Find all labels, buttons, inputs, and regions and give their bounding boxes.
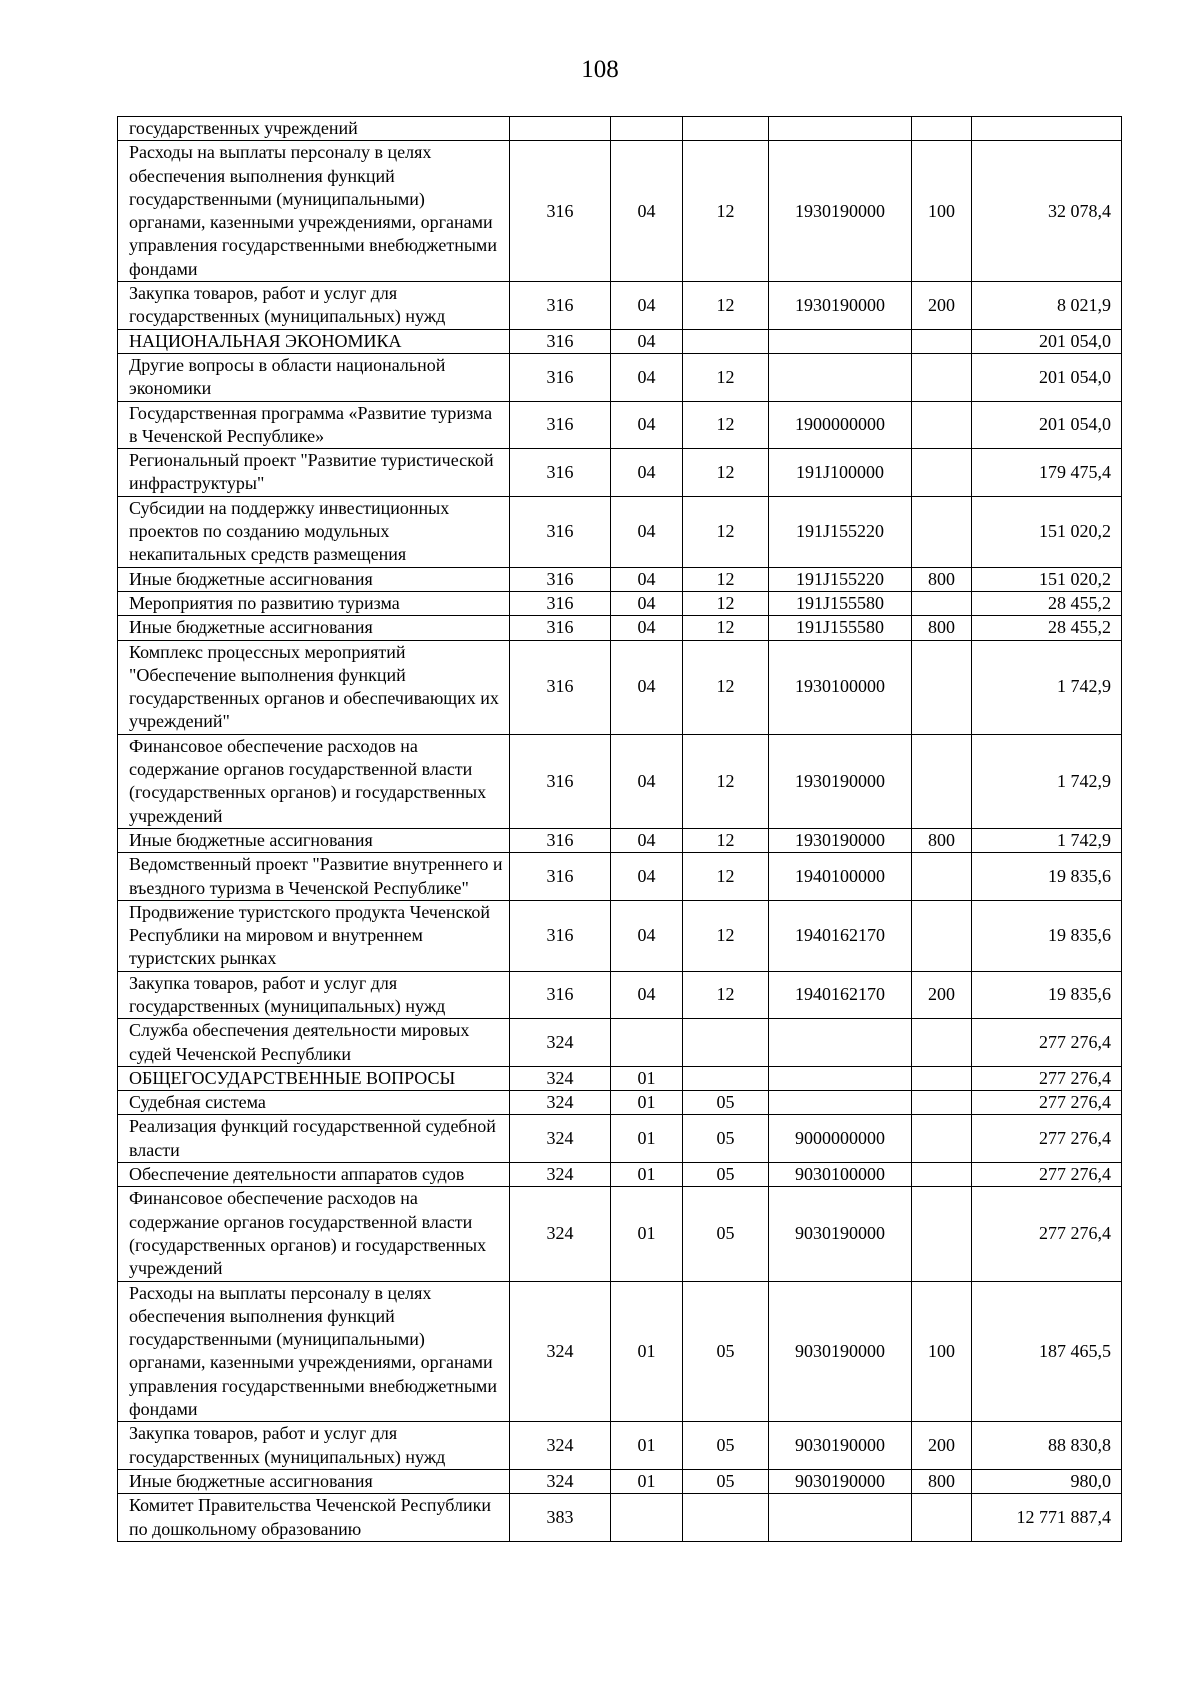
row-sum-cell: 12 771 887,4: [972, 1494, 1122, 1542]
row-ved-cell: 316: [510, 353, 611, 401]
row-ved-cell: 316: [510, 141, 611, 282]
row-name-cell: Финансовое обеспечение расходов на содержание органов государственной власти (государственных органов) и государственных учреждений: [118, 734, 510, 828]
row-sum-cell: 201 054,0: [972, 401, 1122, 449]
row-csr-cell: 1940162170: [769, 900, 912, 971]
row-csr-cell: [769, 1066, 912, 1090]
row-csr-cell: 1930190000: [769, 141, 912, 282]
row-pr-cell: 12: [683, 282, 769, 330]
row-csr-cell: 9030190000: [769, 1422, 912, 1470]
row-rz-cell: 01: [611, 1115, 683, 1163]
row-sum-cell: 19 835,6: [972, 900, 1122, 971]
row-vr-cell: 800: [912, 567, 972, 591]
row-ved-cell: 316: [510, 828, 611, 852]
row-csr-cell: 9030190000: [769, 1281, 912, 1422]
row-pr-cell: [683, 1019, 769, 1067]
row-vr-cell: [912, 1066, 972, 1090]
row-sum-cell: 151 020,2: [972, 567, 1122, 591]
row-pr-cell: 12: [683, 828, 769, 852]
row-pr-cell: [683, 1494, 769, 1542]
row-csr-cell: 9000000000: [769, 1115, 912, 1163]
row-csr-cell: 191J155220: [769, 567, 912, 591]
row-sum-cell: 277 276,4: [972, 1115, 1122, 1163]
table-row: [118, 1469, 1122, 1493]
row-sum-cell: 28 455,2: [972, 591, 1122, 615]
table-row: [118, 1019, 1122, 1067]
row-vr-cell: [912, 1187, 972, 1281]
row-csr-cell: 1940162170: [769, 971, 912, 1019]
row-ved-cell: 324: [510, 1066, 611, 1090]
row-ved-cell: 316: [510, 853, 611, 901]
row-rz-cell: 04: [611, 282, 683, 330]
table-row: [118, 282, 1122, 330]
row-ved-cell: 316: [510, 591, 611, 615]
row-vr-cell: [912, 1494, 972, 1542]
table-row: [118, 853, 1122, 901]
table-row: [118, 616, 1122, 640]
row-rz-cell: [611, 1494, 683, 1542]
row-rz-cell: [611, 1019, 683, 1067]
table-row: [118, 828, 1122, 852]
row-csr-cell: [769, 329, 912, 353]
row-sum-cell: 187 465,5: [972, 1281, 1122, 1422]
row-vr-cell: [912, 853, 972, 901]
row-vr-cell: 100: [912, 1281, 972, 1422]
row-name-cell: Мероприятия по развитию туризма: [118, 591, 510, 615]
row-csr-cell: 191J155220: [769, 496, 912, 567]
row-vr-cell: [912, 1019, 972, 1067]
row-csr-cell: [769, 1019, 912, 1067]
row-sum-cell: 277 276,4: [972, 1187, 1122, 1281]
row-vr-cell: 200: [912, 971, 972, 1019]
row-csr-cell: 1930100000: [769, 640, 912, 734]
table-row: [118, 640, 1122, 734]
row-rz-cell: 01: [611, 1187, 683, 1281]
row-csr-cell: 1930190000: [769, 828, 912, 852]
row-vr-cell: [912, 734, 972, 828]
row-pr-cell: 05: [683, 1281, 769, 1422]
row-name-cell: Расходы на выплаты персоналу в целях обеспечения выполнения функций государственными (муниципальными) органами, казенными учреждениями, органами управления государственными внебюджетными фондами: [118, 1281, 510, 1422]
row-ved-cell: 316: [510, 282, 611, 330]
row-vr-cell: [912, 640, 972, 734]
row-ved-cell: 316: [510, 496, 611, 567]
row-csr-cell: 191J100000: [769, 449, 912, 497]
row-vr-cell: 200: [912, 1422, 972, 1470]
row-pr-cell: 12: [683, 353, 769, 401]
row-name-cell: Закупка товаров, работ и услуг для государственных (муниципальных) нужд: [118, 971, 510, 1019]
row-rz-cell: 04: [611, 353, 683, 401]
row-name-cell: Комплекс процессных мероприятий "Обеспечение выполнения функций государственных органов и обеспечивающих их учреждений": [118, 640, 510, 734]
row-name-cell: НАЦИОНАЛЬНАЯ ЭКОНОМИКА: [118, 329, 510, 353]
row-name-cell: государственных учреждений: [118, 117, 510, 141]
row-sum-cell: 1 742,9: [972, 828, 1122, 852]
row-pr-cell: 12: [683, 567, 769, 591]
table-row: [118, 734, 1122, 828]
row-sum-cell: 151 020,2: [972, 496, 1122, 567]
row-pr-cell: 05: [683, 1187, 769, 1281]
row-pr-cell: 05: [683, 1422, 769, 1470]
row-pr-cell: 12: [683, 449, 769, 497]
row-sum-cell: 88 830,8: [972, 1422, 1122, 1470]
table-row: [118, 141, 1122, 282]
row-sum-cell: 277 276,4: [972, 1091, 1122, 1115]
row-name-cell: Расходы на выплаты персоналу в целях обеспечения выполнения функций государственными (муниципальными) органами, казенными учреждениями, органами управления государственными внебюджетными фондами: [118, 141, 510, 282]
row-csr-cell: 1930190000: [769, 282, 912, 330]
row-pr-cell: 12: [683, 496, 769, 567]
row-rz-cell: 04: [611, 616, 683, 640]
row-ved-cell: 324: [510, 1163, 611, 1187]
row-name-cell: Иные бюджетные ассигнования: [118, 1469, 510, 1493]
row-rz-cell: 04: [611, 734, 683, 828]
row-ved-cell: 316: [510, 734, 611, 828]
row-ved-cell: 316: [510, 449, 611, 497]
row-rz-cell: 01: [611, 1469, 683, 1493]
row-pr-cell: 12: [683, 971, 769, 1019]
row-rz-cell: 04: [611, 828, 683, 852]
budget-table: [117, 116, 1122, 1542]
row-name-cell: Региональный проект "Развитие туристической инфраструктуры": [118, 449, 510, 497]
row-name-cell: Закупка товаров, работ и услуг для государственных (муниципальных) нужд: [118, 282, 510, 330]
row-rz-cell: 04: [611, 141, 683, 282]
row-ved-cell: 324: [510, 1422, 611, 1470]
row-ved-cell: 316: [510, 640, 611, 734]
row-csr-cell: 9030190000: [769, 1187, 912, 1281]
table-row: [118, 1281, 1122, 1422]
row-vr-cell: [912, 1163, 972, 1187]
row-rz-cell: 04: [611, 640, 683, 734]
row-ved-cell: 316: [510, 971, 611, 1019]
row-rz-cell: 04: [611, 591, 683, 615]
table-row: [118, 1422, 1122, 1470]
row-rz-cell: 01: [611, 1163, 683, 1187]
row-pr-cell: 12: [683, 616, 769, 640]
row-sum-cell: 19 835,6: [972, 853, 1122, 901]
row-rz-cell: 04: [611, 329, 683, 353]
row-rz-cell: 04: [611, 401, 683, 449]
row-vr-cell: [912, 900, 972, 971]
row-vr-cell: [912, 1091, 972, 1115]
row-csr-cell: 1940100000: [769, 853, 912, 901]
row-ved-cell: 383: [510, 1494, 611, 1542]
budget-table-body: [118, 117, 1122, 1542]
row-rz-cell: 04: [611, 449, 683, 497]
row-name-cell: Другие вопросы в области национальной экономики: [118, 353, 510, 401]
row-pr-cell: 12: [683, 401, 769, 449]
row-pr-cell: 12: [683, 900, 769, 971]
row-ved-cell: 316: [510, 329, 611, 353]
row-sum-cell: 980,0: [972, 1469, 1122, 1493]
row-name-cell: Обеспечение деятельности аппаратов судов: [118, 1163, 510, 1187]
table-row: [118, 401, 1122, 449]
row-sum-cell: 28 455,2: [972, 616, 1122, 640]
row-pr-cell: 05: [683, 1091, 769, 1115]
row-ved-cell: [510, 117, 611, 141]
row-name-cell: Служба обеспечения деятельности мировых судей Чеченской Республики: [118, 1019, 510, 1067]
table-row: [118, 449, 1122, 497]
row-vr-cell: [912, 329, 972, 353]
row-vr-cell: 800: [912, 616, 972, 640]
row-name-cell: ОБЩЕГОСУДАРСТВЕННЫЕ ВОПРОСЫ: [118, 1066, 510, 1090]
row-sum-cell: [972, 117, 1122, 141]
table-row: [118, 496, 1122, 567]
row-csr-cell: [769, 1091, 912, 1115]
row-pr-cell: [683, 117, 769, 141]
row-rz-cell: 01: [611, 1066, 683, 1090]
row-rz-cell: 01: [611, 1281, 683, 1422]
row-vr-cell: [912, 401, 972, 449]
row-vr-cell: 100: [912, 141, 972, 282]
row-csr-cell: 191J155580: [769, 591, 912, 615]
row-csr-cell: 1930190000: [769, 734, 912, 828]
row-ved-cell: 324: [510, 1115, 611, 1163]
row-pr-cell: 12: [683, 640, 769, 734]
row-name-cell: Комитет Правительства Чеченской Республики по дошкольному образованию: [118, 1494, 510, 1542]
row-pr-cell: 12: [683, 591, 769, 615]
row-vr-cell: [912, 117, 972, 141]
row-pr-cell: 12: [683, 141, 769, 282]
row-csr-cell: 9030100000: [769, 1163, 912, 1187]
row-rz-cell: 04: [611, 853, 683, 901]
row-pr-cell: 05: [683, 1469, 769, 1493]
row-rz-cell: 04: [611, 567, 683, 591]
row-csr-cell: [769, 353, 912, 401]
row-vr-cell: [912, 591, 972, 615]
row-rz-cell: 01: [611, 1091, 683, 1115]
row-ved-cell: 324: [510, 1091, 611, 1115]
row-name-cell: Финансовое обеспечение расходов на содержание органов государственной власти (государственных органов) и государственных учреждений: [118, 1187, 510, 1281]
row-pr-cell: [683, 329, 769, 353]
table-row: [118, 329, 1122, 353]
row-ved-cell: 316: [510, 900, 611, 971]
row-rz-cell: 04: [611, 900, 683, 971]
row-ved-cell: 324: [510, 1019, 611, 1067]
row-csr-cell: 9030190000: [769, 1469, 912, 1493]
row-vr-cell: [912, 1115, 972, 1163]
row-name-cell: Иные бюджетные ассигнования: [118, 828, 510, 852]
row-name-cell: Иные бюджетные ассигнования: [118, 567, 510, 591]
row-vr-cell: [912, 496, 972, 567]
row-csr-cell: [769, 117, 912, 141]
row-name-cell: Ведомственный проект "Развитие внутреннего и въездного туризма в Чеченской Республике": [118, 853, 510, 901]
table-row: [118, 900, 1122, 971]
table-row: [118, 353, 1122, 401]
row-rz-cell: 01: [611, 1422, 683, 1470]
row-name-cell: Иные бюджетные ассигнования: [118, 616, 510, 640]
row-vr-cell: 800: [912, 1469, 972, 1493]
row-ved-cell: 316: [510, 567, 611, 591]
row-sum-cell: 201 054,0: [972, 329, 1122, 353]
table-row: [118, 591, 1122, 615]
row-sum-cell: 19 835,6: [972, 971, 1122, 1019]
row-name-cell: Государственная программа «Развитие туризма в Чеченской Республике»: [118, 401, 510, 449]
row-sum-cell: 1 742,9: [972, 640, 1122, 734]
row-ved-cell: 324: [510, 1281, 611, 1422]
row-ved-cell: 324: [510, 1469, 611, 1493]
row-rz-cell: 04: [611, 496, 683, 567]
table-row: [118, 1115, 1122, 1163]
row-sum-cell: 277 276,4: [972, 1163, 1122, 1187]
table-row: [118, 1091, 1122, 1115]
row-vr-cell: [912, 449, 972, 497]
row-csr-cell: 191J155580: [769, 616, 912, 640]
row-vr-cell: 200: [912, 282, 972, 330]
row-ved-cell: 324: [510, 1187, 611, 1281]
row-name-cell: Судебная система: [118, 1091, 510, 1115]
row-name-cell: Субсидии на поддержку инвестиционных проектов по созданию модульных некапитальных средств размещения: [118, 496, 510, 567]
row-pr-cell: 12: [683, 853, 769, 901]
row-csr-cell: 1900000000: [769, 401, 912, 449]
table-row: [118, 567, 1122, 591]
row-sum-cell: 179 475,4: [972, 449, 1122, 497]
row-sum-cell: 32 078,4: [972, 141, 1122, 282]
row-ved-cell: 316: [510, 401, 611, 449]
row-pr-cell: 05: [683, 1163, 769, 1187]
table-row: [118, 1187, 1122, 1281]
row-rz-cell: [611, 117, 683, 141]
row-sum-cell: 8 021,9: [972, 282, 1122, 330]
row-rz-cell: 04: [611, 971, 683, 1019]
table-row: [118, 1494, 1122, 1542]
row-sum-cell: 277 276,4: [972, 1019, 1122, 1067]
row-sum-cell: 277 276,4: [972, 1066, 1122, 1090]
row-name-cell: Реализация функций государственной судебной власти: [118, 1115, 510, 1163]
row-vr-cell: 800: [912, 828, 972, 852]
table-row: [118, 971, 1122, 1019]
row-pr-cell: 12: [683, 734, 769, 828]
row-csr-cell: [769, 1494, 912, 1542]
row-pr-cell: [683, 1066, 769, 1090]
row-sum-cell: 1 742,9: [972, 734, 1122, 828]
row-pr-cell: 05: [683, 1115, 769, 1163]
row-sum-cell: 201 054,0: [972, 353, 1122, 401]
page-number: 108: [581, 56, 619, 83]
table-row: [118, 1066, 1122, 1090]
table-row: [118, 117, 1122, 141]
row-vr-cell: [912, 353, 972, 401]
row-ved-cell: 316: [510, 616, 611, 640]
row-name-cell: Закупка товаров, работ и услуг для государственных (муниципальных) нужд: [118, 1422, 510, 1470]
table-row: [118, 1163, 1122, 1187]
row-name-cell: Продвижение туристского продукта Чеченской Республики на мировом и внутреннем туристских рынках: [118, 900, 510, 971]
